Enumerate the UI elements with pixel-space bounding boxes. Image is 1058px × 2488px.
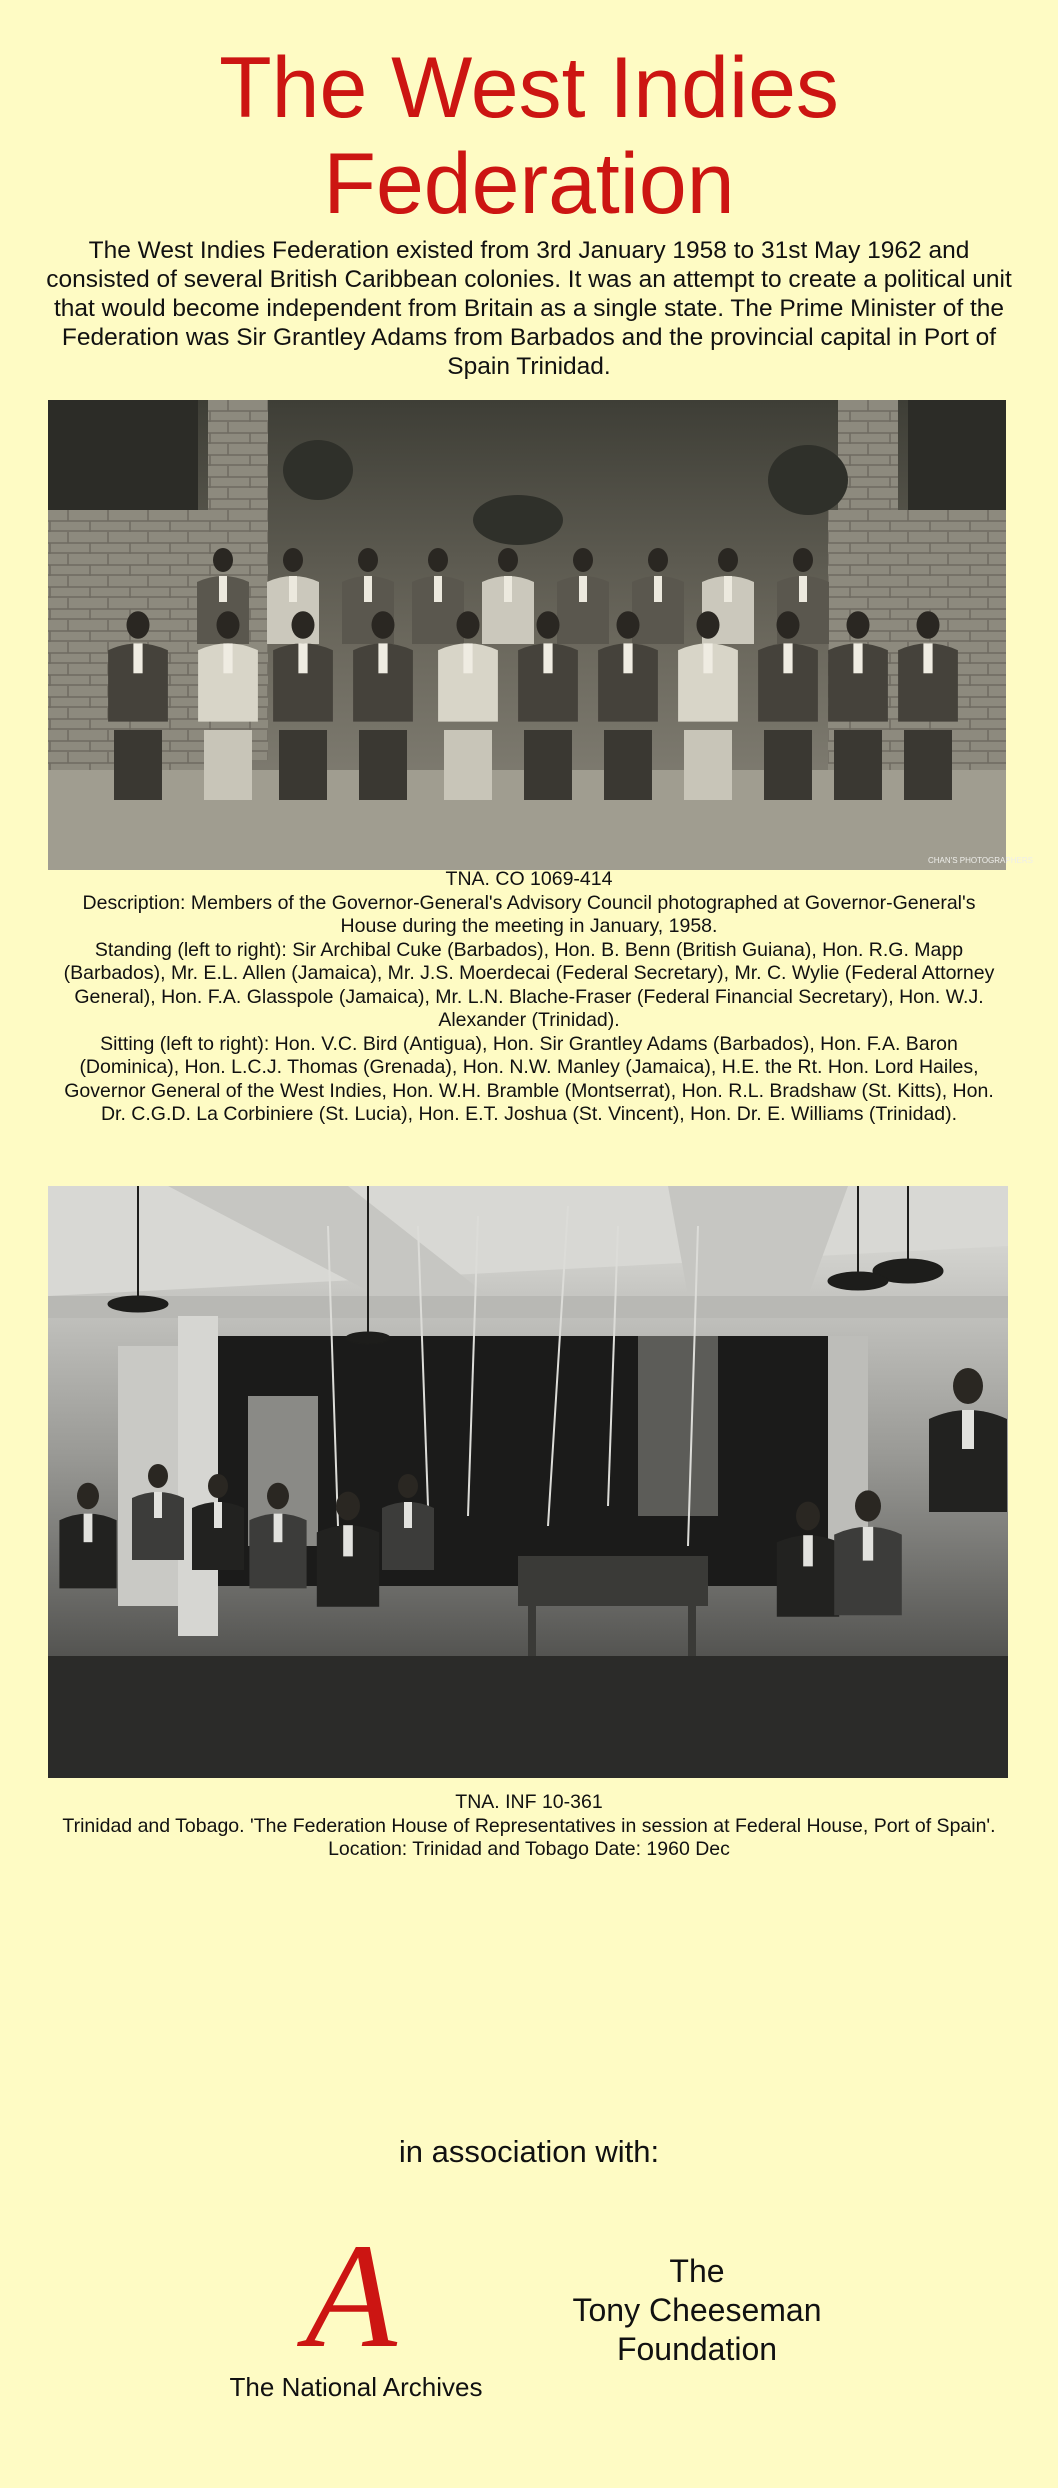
photo-credit: CHAN'S PHOTOGRAPHERS [928,856,1033,865]
advisory-council-photo [48,400,1033,870]
photo1-sitting-list: Sitting (left to right): Hon. V.C. Bird (Antigua), Hon. Sir Grantley Adams (Barbados), Hon. F.A. Baron (Dominica), Hon. L.C.J. Thomas (Grenada), Hon. N.W. Manley (Jamaica), H.E. the Rt. Hon. Lord Hailes, Governor General of the West Indies, Hon. W.H. Bramble (Montserrat), Hon. R.L. Bradshaw (St. Kitts), Hon. Dr. C.G.D. La Corbiniere (St. Lucia), Hon. E.T. Joshua (St. Vincent), Hon. Dr. E. Williams (Trinidad). [64,1032,994,1125]
title-line-1: The West Indies [219,40,839,136]
tcf-line-1: The [669,2253,725,2289]
photo-figure-legs [114,730,162,800]
photo1-description: Description: Members of the Governor-General's Advisory Council photographed at Governor-General's House during the meeting in January, 1958. [82,891,976,937]
photo-figure-legs [834,730,882,800]
photo1-reference: TNA. CO 1069-414 [445,868,613,890]
tcf-line-2: Tony Cheeseman [572,2292,822,2328]
national-archives-name: The National Archives [229,2372,483,2402]
title-line-2: Federation [323,136,735,232]
photo-figure-legs [684,730,732,800]
photo1-standing-list: Standing (left to right): Sir Archibal Cuke (Barbados), Hon. B. Benn (British Guiana), Hon. R.G. Mapp (Barbados), Mr. E.L. Allen (Jamaica), Mr. J.S. Moerdecai (Federal Secretary), Mr. C. Wylie (Federal Attorney General), Hon. F.A. Glasspole (Jamaica), Mr. L.N. Blache-Fraser (Federal Financial Secretary), Hon. W.J. Alexander (Trinidad). [63,938,995,1031]
photo-figure-legs [604,730,652,800]
photo-figure-legs [359,730,407,800]
photo-figure-legs [904,730,952,800]
house-of-representatives-photo [48,1186,1008,1778]
photo-figure-legs [279,730,327,800]
page-title [0,40,1058,232]
logo-letter: A [305,2213,397,2379]
photo-figure-legs [204,730,252,800]
photo-figure-legs [444,730,492,800]
photo-figure-legs [764,730,812,800]
photo1-caption [60,868,998,1127]
photo2-caption [60,1791,998,1862]
photo2-reference: TNA. INF 10-361 [455,1791,603,1813]
tony-cheeseman-foundation [540,2252,854,2369]
photo-figure-legs [524,730,572,800]
association-heading: in association with: [398,2134,660,2169]
intro-paragraph: The West Indies Federation existed from 3rd January 1958 to 31st May 1962 and consisted of several British Caribbean colonies. It was an attempt to create a political unit that would become independent from Britain as a single state. The Prime Minister of the Federation was Sir Grantley Adams from Barbados and the provincial capital in Port of Spain Trinidad. [46,237,1012,380]
tcf-line-3: Foundation [616,2331,778,2367]
photo2-description: Trinidad and Tobago. 'The Federation House of Representatives in session at Federal House, Port of Spain'. Location: Trinidad and Tobago Date: 1960 Dec [62,1814,996,1860]
national-archives-logo [266,2213,436,2379]
